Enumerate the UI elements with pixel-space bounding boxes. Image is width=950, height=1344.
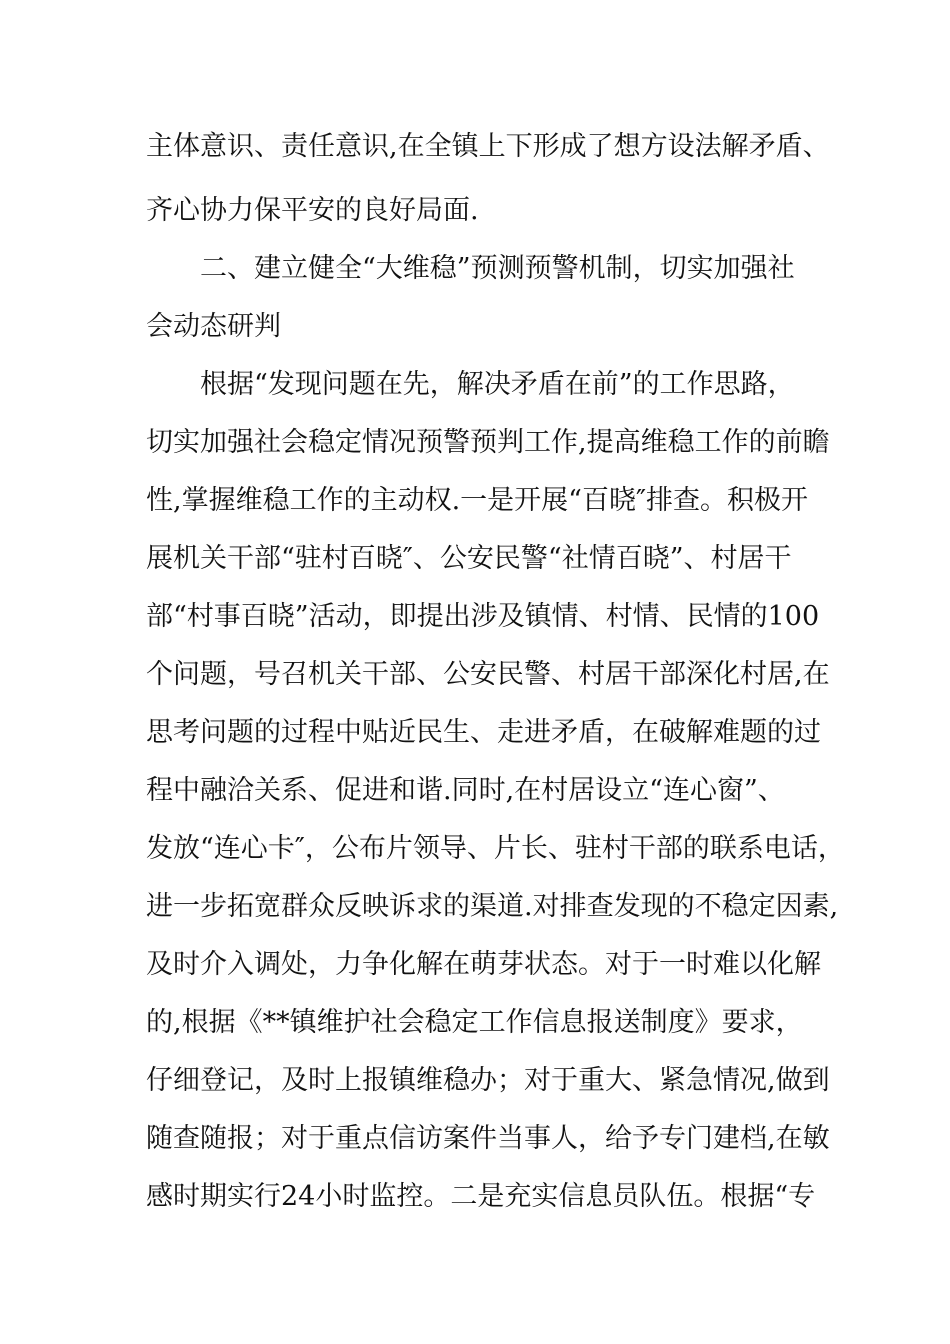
section-heading-line-1: 二、建立健全“大维稳”预测预警机制，切实加强社: [200, 253, 795, 284]
section-heading-line-2: 会动态研判: [146, 311, 281, 342]
text-line-8: 展机关干部“驻村百晓″、公安民警“社情百晓”、村居干: [146, 543, 792, 574]
text-line-18: 随查随报；对于重点信访案件当事人，给予专门建档,在敏: [146, 1123, 830, 1154]
text-line-7: 性,掌握维稳工作的主动权.一是开展“百晓″排查。积极开: [146, 485, 809, 516]
text-line-11: 思考问题的过程中贴近民生、走进矛盾，在破解难题的过: [146, 717, 821, 748]
text-line-17: 仔细登记，及时上报镇维稳办；对于重大、紧急情况,做到: [146, 1065, 830, 1096]
text-line-12: 程中融洽关系、促进和谐.同时,在村居设立“连心窗”、: [146, 775, 785, 806]
text-line-2: 齐心协力保平安的良好局面.: [146, 195, 479, 226]
text-line-14: 进一步拓宽群众反映诉求的渠道.对排查发现的不稳定因素,: [146, 891, 839, 922]
text-line-15: 及时介入调处，力争化解在萌芽状态。对于一时难以化解: [146, 949, 821, 980]
text-line-9: 部“村事百晓”活动，即提出涉及镇情、村情、民情的100: [146, 601, 820, 632]
text-line-5: 根据“发现问题在先，解决矛盾在前”的工作思路，: [200, 369, 795, 400]
text-line-10: 个问题，号召机关干部、公安民警、村居干部深化村居,在: [146, 659, 830, 690]
text-line-19: 感时期实行24小时监控。二是充实信息员队伍。根据“专: [146, 1181, 816, 1212]
text-line-1: 主体意识、责任意识,在全镇上下形成了想方设法解矛盾、: [146, 131, 830, 162]
text-line-16: 的,根据《**镇维护社会稳定工作信息报送制度》要求，: [146, 1007, 803, 1038]
text-line-6: 切实加强社会稳定情况预警预判工作,提高维稳工作的前瞻: [146, 427, 830, 458]
text-line-13: 发放“连心卡″，公布片领导、片长、驻村干部的联系电话，: [146, 833, 845, 864]
